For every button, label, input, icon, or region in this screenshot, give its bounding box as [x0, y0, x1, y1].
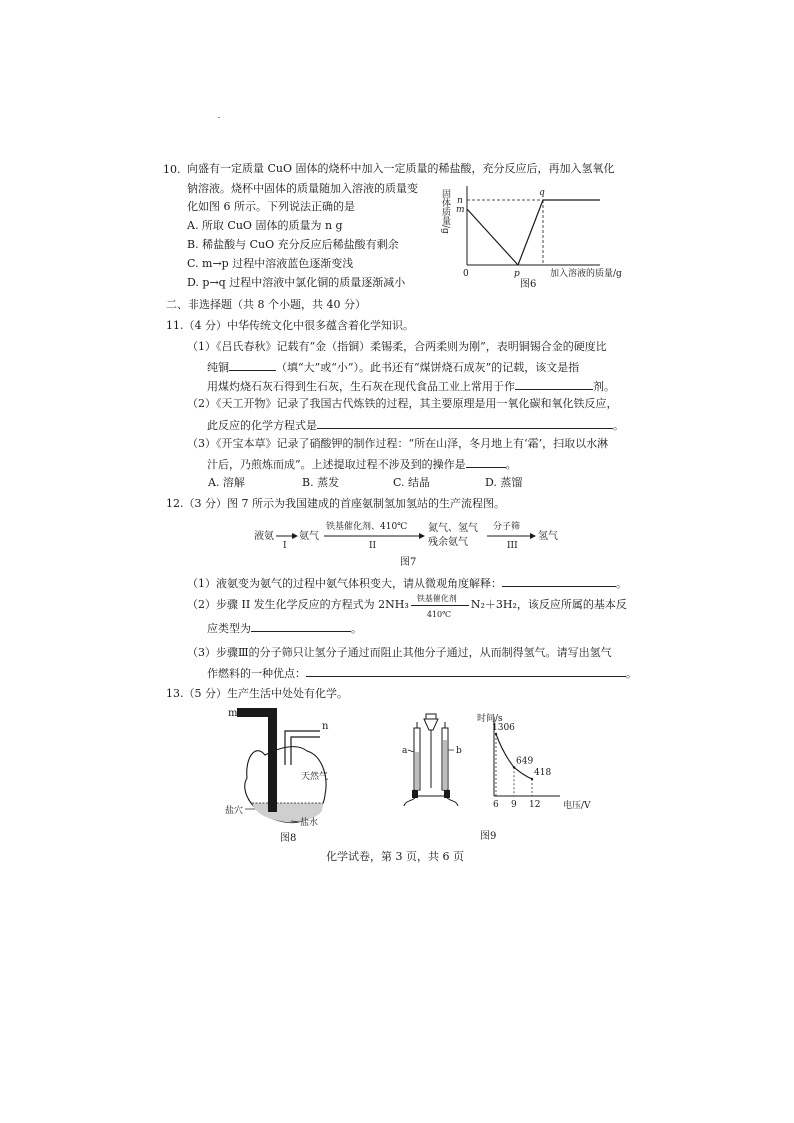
electrode-a	[412, 790, 418, 798]
tube-b-liquid	[443, 740, 447, 790]
fig6-x-label: 加入溶液的质量/g	[550, 269, 622, 279]
q12-part2-line2-text: 应类型为	[207, 622, 251, 635]
q12-part1-end: 。	[616, 577, 627, 590]
q11-answer-blank-4[interactable]	[466, 456, 506, 468]
page-footer: 化学试卷，第 3 页，共 6 页	[326, 850, 464, 863]
q12-answer-blank-3[interactable]	[306, 665, 626, 677]
fig6-label-q: q	[539, 188, 545, 198]
q11-part2-line1: （2）《天工开物》记录了我国古代炼铁的过程，其主要原理是用一氧化碳和氧化铁反应，	[187, 397, 618, 410]
wire-a	[404, 798, 415, 806]
q12-part3-line2-text: 作燃料的一种优点：	[207, 667, 306, 680]
u-bottom	[414, 790, 448, 796]
q12-equation-bar	[411, 605, 469, 606]
q11-part3-line2-end: 。	[505, 458, 517, 471]
figure-7-flowchart	[252, 517, 572, 569]
q12-answer-blank-1[interactable]	[502, 575, 616, 587]
q10-stem-line1: 向盛有一定质量 CuO 固体的烧杯中加入一定质量的稀盐酸，充分反应后，再加入氢氧化	[187, 162, 615, 175]
flow-step-2: II	[369, 541, 377, 551]
q12-part1-text: （1）液氨变为氨气的过程中氨气体积变大，请从微观角度解释：	[187, 577, 502, 590]
fig9-point	[495, 733, 497, 735]
figure-9-caption: 图9	[480, 831, 497, 842]
q11-part1-line2-text-b: （填“大”或“小”）。此书还有“煤饼烧石成灰”的记载，该文是指	[276, 361, 580, 374]
q10-number: 10.	[163, 163, 181, 176]
q11-part1-line1: （1）《吕氏春秋》记载有“金（指铜）柔锡柔，合两柔则为刚”，表明铜锡合金的硬度比	[187, 340, 607, 353]
flow-n2-h2: 氮气、氢气	[428, 523, 478, 534]
fig6-segment-m-p	[467, 209, 518, 265]
q11-part3-line1: （3）《开宝本草》记录了硝酸钾的制作过程：“所在山泽，冬月地上有‘霜’，扫取以水淋	[187, 437, 609, 450]
fig9-data-label: 418	[534, 768, 552, 778]
figure-6-graph	[440, 183, 640, 289]
scan-speck	[218, 117, 220, 118]
fig8-label-brine: 盐水	[300, 818, 319, 828]
q12-part2-line2	[207, 620, 362, 636]
figure-7-caption: 图7	[400, 557, 417, 568]
tube-a-liquid	[415, 752, 419, 790]
q12-part2-text-a: （2）步骤 II 发生化学反应的方程式为 2NH₃	[187, 598, 409, 611]
flow-condition-2: 铁基催化剂、410℃	[326, 522, 408, 532]
q11-part3-line2	[207, 456, 517, 472]
flow-step-3: III	[507, 541, 518, 551]
fig9-label-a: a	[402, 746, 408, 756]
fig8-label-m: m	[228, 708, 238, 719]
fig9-point	[513, 766, 515, 768]
pointer-a	[408, 750, 414, 752]
q12-temperature-label: 410℃	[426, 610, 452, 619]
electrode-b	[444, 790, 450, 798]
fig9-x-label: 电压/V	[563, 801, 591, 811]
flow-condition-3: 分子筛	[493, 522, 521, 532]
q12-answer-blank-2[interactable]	[251, 620, 351, 632]
fig9-x-tick: 9	[511, 800, 517, 810]
q11-part3-line2-text: 汁后，乃煎炼而成”。上述提取过程不涉及到的操作是	[207, 458, 466, 471]
fig9-x-tick: 12	[529, 800, 541, 810]
fig9-y-label: 时间/s	[477, 714, 503, 724]
pipe-m-vertical	[268, 708, 277, 812]
fig8-label-n: n	[322, 721, 329, 732]
fig9-point	[531, 778, 533, 780]
q10-stem-line3: 化如图 6 所示。下列说法正确的是	[187, 200, 355, 213]
q12-heading: 12.（3 分）图 7 所示为我国建成的首座氨制氢加氢站的生产流程图。	[166, 497, 505, 510]
wire-b	[447, 798, 458, 806]
q11-option-a: A. 溶解	[208, 476, 245, 489]
q12-part2-text-b: N₂＋3H₂，该反应所属的基本反	[470, 598, 627, 611]
q11-part2-line2-text: 此反应的化学方程式是	[207, 419, 317, 432]
reservoir-top	[426, 714, 436, 719]
figure-8-caption: 图8	[280, 833, 297, 844]
flow-liquid-ammonia: 液氨	[254, 531, 274, 542]
q12-catalyst-label: 铁基催化剂	[416, 594, 457, 603]
q11-answer-blank-2[interactable]	[515, 378, 593, 390]
fig6-y-label: 固体质量/g	[440, 189, 450, 234]
q11-answer-blank-3[interactable]	[317, 417, 613, 429]
q11-part1-line2-text-a: 纯铜	[207, 361, 229, 374]
flow-hydrogen: 氢气	[538, 531, 558, 542]
fig9-x-tick: 6	[493, 800, 499, 810]
figure-8-salt-cave	[225, 703, 345, 848]
q10-option-b: B. 稀盐酸与 CuO 充分反应后稀盐酸有剩余	[187, 238, 399, 251]
q11-part2-line2-end: 。	[613, 419, 624, 432]
fig9-label-b: b	[456, 746, 462, 756]
figure-9-electrolysis-apparatus	[400, 710, 470, 810]
fig6-label-p: p	[514, 269, 520, 279]
q11-option-b: B. 蒸发	[302, 476, 340, 489]
q10-option-a: A. 所取 CuO 固体的质量为 n g	[187, 219, 343, 232]
q11-option-c: C. 结晶	[393, 476, 431, 489]
q10-option-d: D. p→q 过程中溶液中氯化铜的质量逐渐减小	[187, 276, 406, 289]
fig9-marks	[492, 723, 551, 810]
fig6-origin: 0	[463, 269, 469, 279]
q10-option-c: C. m→p 过程中溶液蓝色逐渐变浅	[187, 257, 354, 270]
q11-part2-line2	[207, 417, 624, 433]
q13-heading: 13.（5 分）生产生活中处处有化学。	[166, 687, 348, 700]
section-2-heading: 二、非选择题（共 8 个小题，共 40 分）	[166, 298, 366, 311]
q11-answer-blank-1[interactable]	[229, 359, 276, 371]
figure-9-chart	[470, 712, 600, 812]
q11-part1-line3	[207, 378, 615, 394]
q12-part1	[187, 575, 627, 591]
q11-part1-line3-end: 剂。	[593, 380, 615, 393]
fig9-data-label: 649	[516, 756, 534, 767]
q10-stem-line2: 钠溶液。烧杯中固体的质量随加入溶液的质量变	[187, 182, 418, 195]
figure-6-caption: 图6	[520, 279, 537, 290]
q12-part2-line2-end: 。	[351, 622, 362, 635]
fig6-segment-p-q	[518, 200, 543, 265]
q11-part1-line3-text: 用煤灼烧石灰石得到生石灰，生石灰在现代食品工业上常用于作	[207, 380, 515, 393]
q11-heading: 11.（4 分）中华传统文化中很多蕴含着化学知识。	[166, 319, 414, 332]
fig8-label-gas: 天然气	[301, 772, 329, 782]
flow-ammonia-gas: 氨气	[299, 531, 319, 542]
fig9-data-label: 1306	[492, 723, 515, 733]
fig6-label-m: m	[456, 205, 465, 215]
q12-part3-line1: （3）步骤Ⅲ的分子筛只让氢分子通过而阻止其他分子通过，从而制得氢气。请写出氢气	[187, 646, 612, 659]
reservoir-funnel	[424, 719, 438, 730]
q12-part2-line1	[187, 594, 627, 619]
q12-reaction-condition	[409, 594, 471, 619]
q12-part3-line2-end: 。	[626, 667, 637, 680]
flow-residual-ammonia: 残余氨气	[428, 537, 468, 548]
q11-part1-line2	[207, 359, 579, 375]
q11-option-d: D. 蒸馏	[485, 476, 523, 489]
fig8-label-cave: 盐穴	[225, 806, 244, 816]
flow-step-1: I	[283, 541, 287, 551]
q12-part3-line2	[207, 665, 637, 681]
fig6-label-n: n	[457, 196, 463, 206]
